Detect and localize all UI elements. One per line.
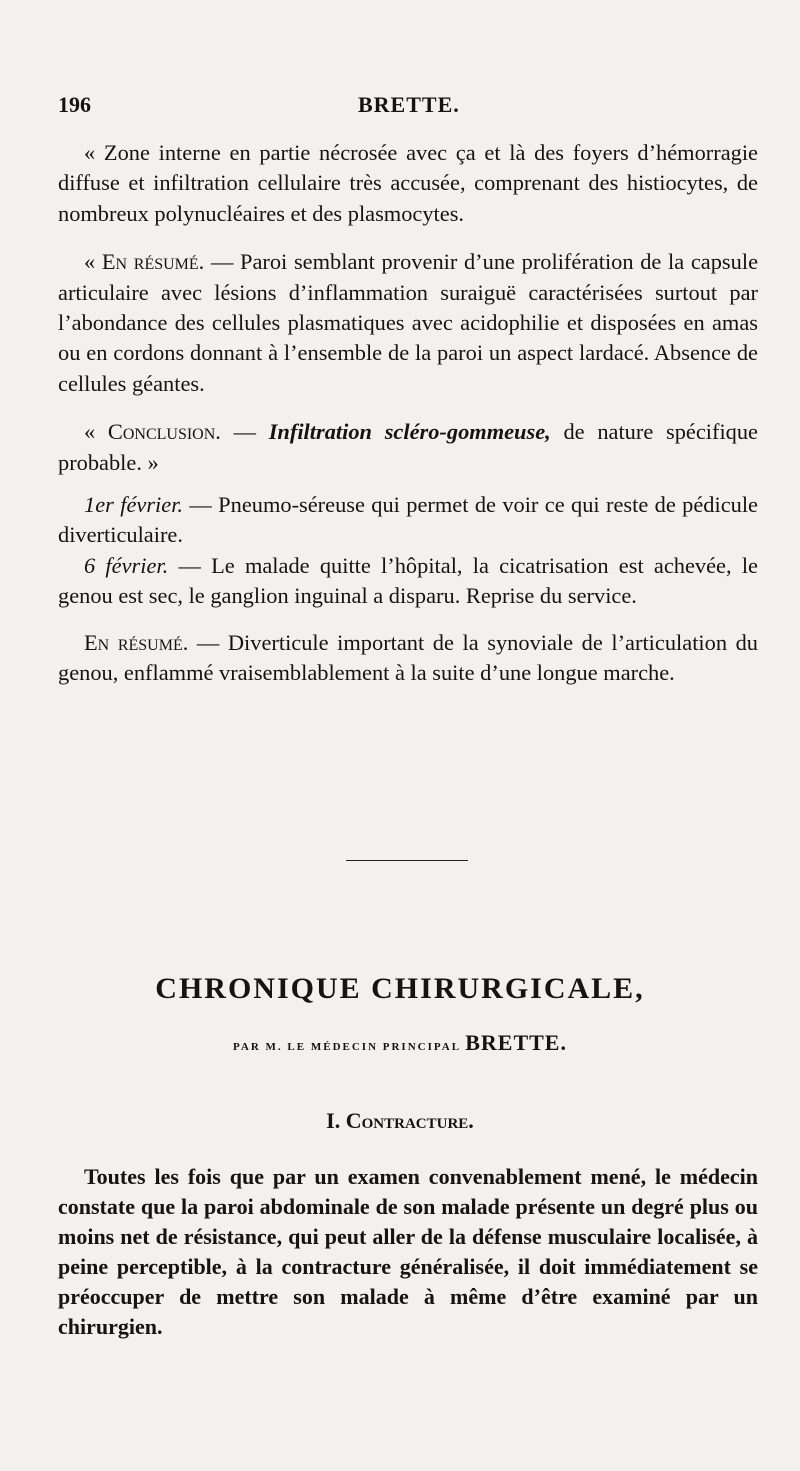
- chronique-title: CHRONIQUE CHIRURGICALE,: [155, 972, 645, 1005]
- page-header: [58, 92, 742, 120]
- date-1er-fevrier: 1er février.: [84, 492, 184, 518]
- paragraph-contracture: Toutes les fois que par un examen convenablement mené, le médecin constate que la paroi abdominale de son malade présente un degré plus ou moins net de résistance, qui peut aller de la défense musculaire localisée, à peine perceptible, à la contracture généralisée, il doit immédiatement se préoccuper de mettre son malade à même d’être examiné par un chirurgien.: [58, 1164, 758, 1339]
- italic-diagnosis: Infiltration scléro-gommeuse,: [268, 419, 551, 445]
- text-conclusion: de nature spécifique probable. »: [58, 419, 758, 475]
- author-byline: [0, 1030, 800, 1056]
- paragraph-conclusion: [58, 417, 758, 478]
- text-en-resume-2: — Diverticule important de la synoviale de l’articulation du genou, enflammé vraisemblablement à la suite d’une longue marche.: [58, 629, 758, 686]
- text-en-resume: — Paroi semblant provenir d’une prolifération de la capsule articulaire avec lésions d’inflammation suraiguë caractérisées surtout par l’abondance des cellules plasmatiques avec acidophilie et disposées en amas ou en cordons donnant à l’ensemble de la paroi un aspect lardacé. Absence de cellules géantes.: [58, 249, 759, 396]
- paragraph-zone-interne: « Zone interne en partie nécrosée avec ça et là des foyers d’hémorragie diffuse et infiltration cellulaire très accusée, comprenant des histiocytes, de nombreux polynucléaires et des plasmocytes.: [58, 140, 758, 226]
- paragraph-6-fevrier: [58, 551, 758, 612]
- byline-prefix: PAR M. LE MÉDECIN PRINCIPAL: [233, 1041, 461, 1053]
- paragraph-en-resume-1: [58, 247, 758, 399]
- running-head: BRETTE.: [358, 92, 460, 117]
- section-divider: [346, 860, 468, 861]
- paragraph-1er-fevrier: [58, 490, 758, 551]
- label-conclusion: « Conclusion.: [84, 419, 221, 445]
- label-en-resume-2: En résumé.: [84, 629, 189, 655]
- date-6-fevrier: 6 février.: [84, 552, 169, 578]
- paragraph-en-resume-2: [58, 628, 758, 689]
- case-report-text: [58, 138, 758, 689]
- conclusion-dash: —: [220, 419, 269, 445]
- text-1er-fevrier: — Pneumo-séreuse qui permet de voir ce qui reste de pédicule diverticulaire.: [58, 492, 758, 548]
- page-number: 196: [58, 92, 91, 117]
- text-6-fevrier: — Le malade quitte l’hôpital, la cicatrisation est achevée, le genou est sec, le ganglion inguinal a disparu. Reprise du service.: [58, 552, 758, 609]
- section-heading-contracture: I. Contracture.: [326, 1108, 474, 1133]
- byline-author: BRETTE.: [465, 1030, 567, 1055]
- chronique-body: [58, 1162, 758, 1342]
- label-en-resume: « En résumé.: [84, 249, 205, 275]
